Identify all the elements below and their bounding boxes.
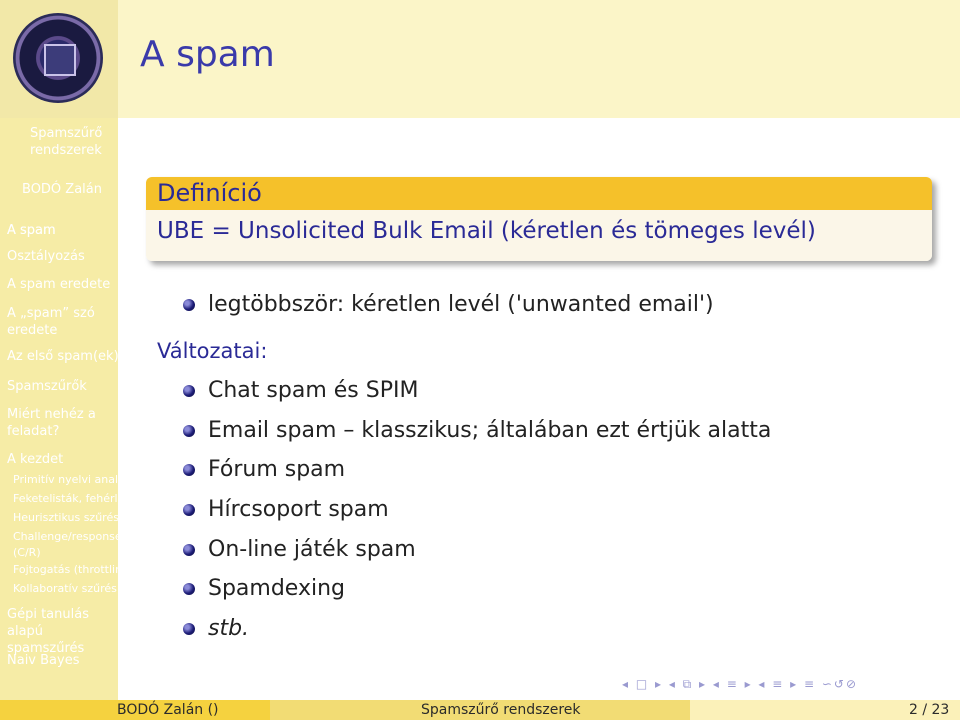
sidebar-item-challenge-response[interactable]: Challenge/response (C/R)	[13, 530, 122, 559]
frame-title: A spam	[140, 34, 275, 75]
sidebar-item-a-kezdet[interactable]: A kezdet	[7, 452, 64, 467]
bullet-icon	[183, 583, 195, 595]
first-bullet-text: legtöbbször: kéretlen levél ('unwanted email')	[208, 292, 714, 317]
sidebar-item-spam-eredete[interactable]: A spam eredete	[7, 277, 111, 292]
logo-area	[0, 0, 118, 118]
sidebar-item-miert-nehez[interactable]: Miért nehéz a feladat?	[7, 407, 96, 439]
list-item: Email spam – klasszikus; általában ezt értjük alatta	[208, 418, 772, 443]
footer-title: Spamszűrő rendszerek	[421, 702, 581, 718]
definition-body: UBE = Unsolicited Bulk Email (kéretlen és tömeges levél)	[146, 210, 932, 261]
logo-shield-icon	[44, 44, 76, 76]
definition-title: Definíció	[146, 177, 932, 210]
bullet-icon	[183, 385, 195, 397]
sidebar-item-elso-spam[interactable]: Az első spam(ek)	[7, 349, 119, 364]
footer-page-section	[690, 700, 960, 720]
sidebar-item-fojtogatas[interactable]: Fojtogatás (throttling)	[13, 563, 134, 576]
sidebar-item-heurisztikus[interactable]: Heurisztikus szűrés	[13, 511, 119, 524]
list-item: Spamdexing	[208, 576, 345, 601]
sidebar-item-primitiv[interactable]: Primitív nyelvi analízis	[13, 473, 136, 486]
sidebar-item-a-spam[interactable]: A spam	[7, 223, 56, 238]
list-item: On-line játék spam	[208, 537, 416, 562]
footer	[0, 700, 960, 720]
sidebar-item-osztalyozas[interactable]: Osztályozás	[7, 249, 85, 264]
list-item: Chat spam és SPIM	[208, 378, 419, 403]
bullet-icon	[183, 425, 195, 437]
bullet-icon	[183, 504, 195, 516]
bullet-icon	[183, 544, 195, 556]
navigation-controls[interactable]: ◂ □ ▸ ◂ ⧉ ▸ ◂ ≡ ▸ ◂ ≡ ▸ ≡ ∽↺⊘	[622, 677, 859, 691]
bullet-icon	[183, 299, 195, 311]
footer-title-section	[270, 700, 690, 720]
sidebar-item-gepi-tanulas[interactable]: Gépi tanulás alapú spamszűrés	[7, 607, 89, 656]
sidebar-author[interactable]: BODÓ Zalán	[22, 182, 102, 197]
university-logo	[13, 13, 103, 103]
sidebar-item-spamszurok[interactable]: Spamszűrők	[7, 379, 87, 394]
bullet-icon	[183, 464, 195, 476]
sidebar-item-kollaborativ[interactable]: Kollaboratív szűrés	[13, 582, 117, 595]
footer-page-number: 2 / 23	[909, 702, 950, 718]
bullet-icon	[183, 623, 195, 635]
variants-label: Változatai:	[157, 339, 268, 363]
list-item: Hírcsoport spam	[208, 497, 389, 522]
sidebar-item-naiv-bayes[interactable]: Naiv Bayes	[7, 653, 80, 668]
definition-block	[146, 177, 932, 261]
sidebar-item-feketelistak[interactable]: Feketelisták, fehérlisták	[13, 492, 144, 505]
footer-author: BODÓ Zalán ()	[117, 702, 219, 718]
sidebar-presentation-title[interactable]: Spamszűrő rendszerek	[30, 126, 103, 158]
list-item: Fórum spam	[208, 457, 346, 482]
list-item: stb.	[208, 616, 250, 641]
sidebar-item-spam-szo-eredete[interactable]: A „spam” szó eredete	[7, 306, 95, 338]
footer-author-section	[0, 700, 270, 720]
